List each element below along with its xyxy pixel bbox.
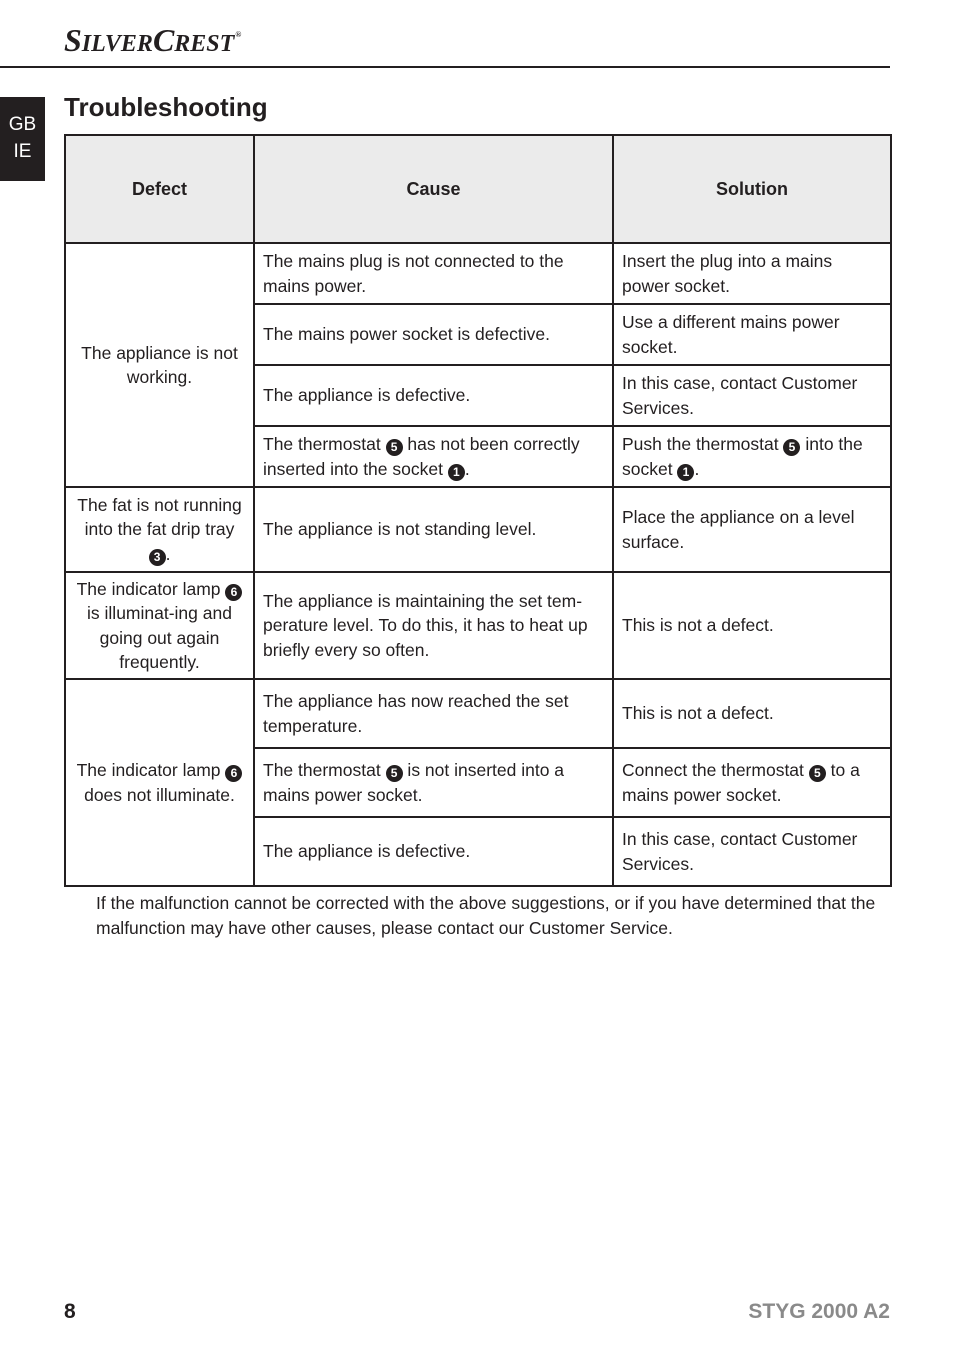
cell-text: This is not a defect. [622,615,774,636]
language-tab [0,97,45,181]
cell-text: The appliance has now reached the set temperature. [263,691,569,736]
cell-text: Push the thermostat [622,434,784,454]
cell-text: is not inserted into a mains power socket. [263,760,565,805]
page-number: 8 [64,1300,76,1323]
defect-cell [65,487,254,572]
solution-cell [613,748,891,817]
part-number-badge: 5 [809,765,826,782]
table-row [65,487,891,572]
solution-cell [613,365,891,426]
table-row [65,243,891,304]
header-solution: Solution [613,135,891,243]
cell-text: In this case, contact Customer Services. [622,373,858,418]
table-row [65,572,891,679]
cause-cell [254,572,613,679]
cell-text: The fat is not running into the fat drip tray [77,494,242,540]
header-defect: Defect [65,135,254,243]
cell-text: The appliance is defective. [263,385,471,406]
cell-text: into the socket [622,434,863,479]
defect-cell [65,243,254,487]
cell-text: Insert the plug into a mains power socket. [622,251,833,296]
cell-text: Use a different mains power socket. [622,312,840,357]
cell-text: is illuminat-ing and going out again frequently. [87,603,232,672]
brand-logo: SILVERCREST® [64,22,242,58]
language-code-gb: GB [8,114,37,135]
cell-text: The mains power socket is defective. [263,324,550,345]
part-number-badge: 5 [386,765,403,782]
part-number-badge: 5 [783,439,800,456]
part-number-badge: 5 [386,439,403,456]
cell-text: In this case, contact Customer Services. [622,829,858,874]
section-title: Troubleshooting [64,92,268,122]
cell-text: . [464,458,470,479]
cell-text: The appliance is maintaining the set tem-perature level. To do this, it has to heat up briefly every so often. [263,590,588,660]
cause-cell [254,817,613,886]
solution-cell [613,304,891,365]
cell-text: The appliance is defective. [263,841,471,862]
cell-text: Connect the thermostat [622,760,809,780]
solution-cell [613,679,891,748]
cause-cell [254,243,613,304]
cell-text: to a mains power socket. [622,760,860,805]
cell-text: . [694,458,700,479]
cell-text: The appliance is not standing level. [263,519,537,540]
cause-cell [254,304,613,365]
solution-cell [613,487,891,572]
cell-text: This is not a defect. [622,703,774,724]
cell-text: has not been correctly inserted into the socket [263,434,580,479]
cell-text: The thermostat [263,434,386,454]
part-number-badge: 1 [677,464,694,481]
cell-text: does not illuminate. [84,784,235,805]
header-rule [0,66,890,68]
defect-cell [65,679,254,886]
table-row [65,679,891,748]
cause-cell [254,487,613,572]
header-cause: Cause [254,135,613,243]
part-number-badge: 1 [448,464,465,481]
footer-note: If the malfunction cannot be corrected with the above suggestions, or if you have determined that the malfunction may have other causes, please contact our Customer Service. [96,893,876,938]
part-number-badge: 6 [225,584,242,601]
solution-cell [613,817,891,886]
language-code-ie: IE [13,141,32,162]
cell-text: The appliance is not working. [81,342,238,387]
troubleshooting-table [64,134,892,887]
solution-cell [613,572,891,679]
defect-cell [65,572,254,679]
solution-cell [613,243,891,304]
model-number: STYG 2000 A2 [748,1300,890,1323]
cause-cell [254,679,613,748]
part-number-badge: 3 [149,549,166,566]
cause-cell [254,426,613,487]
cell-text: The indicator lamp [76,760,226,780]
cell-text: The indicator lamp [76,578,226,599]
cell-text: The mains plug is not connected to the mains power. [263,251,564,296]
cell-text: Place the appliance on a level surface. [622,507,855,552]
cell-text: The thermostat [263,760,386,780]
table-header-row [65,135,891,243]
cause-cell [254,365,613,426]
cause-cell [254,748,613,817]
cell-text: . [165,543,171,564]
solution-cell [613,426,891,487]
part-number-badge: 6 [225,765,242,782]
